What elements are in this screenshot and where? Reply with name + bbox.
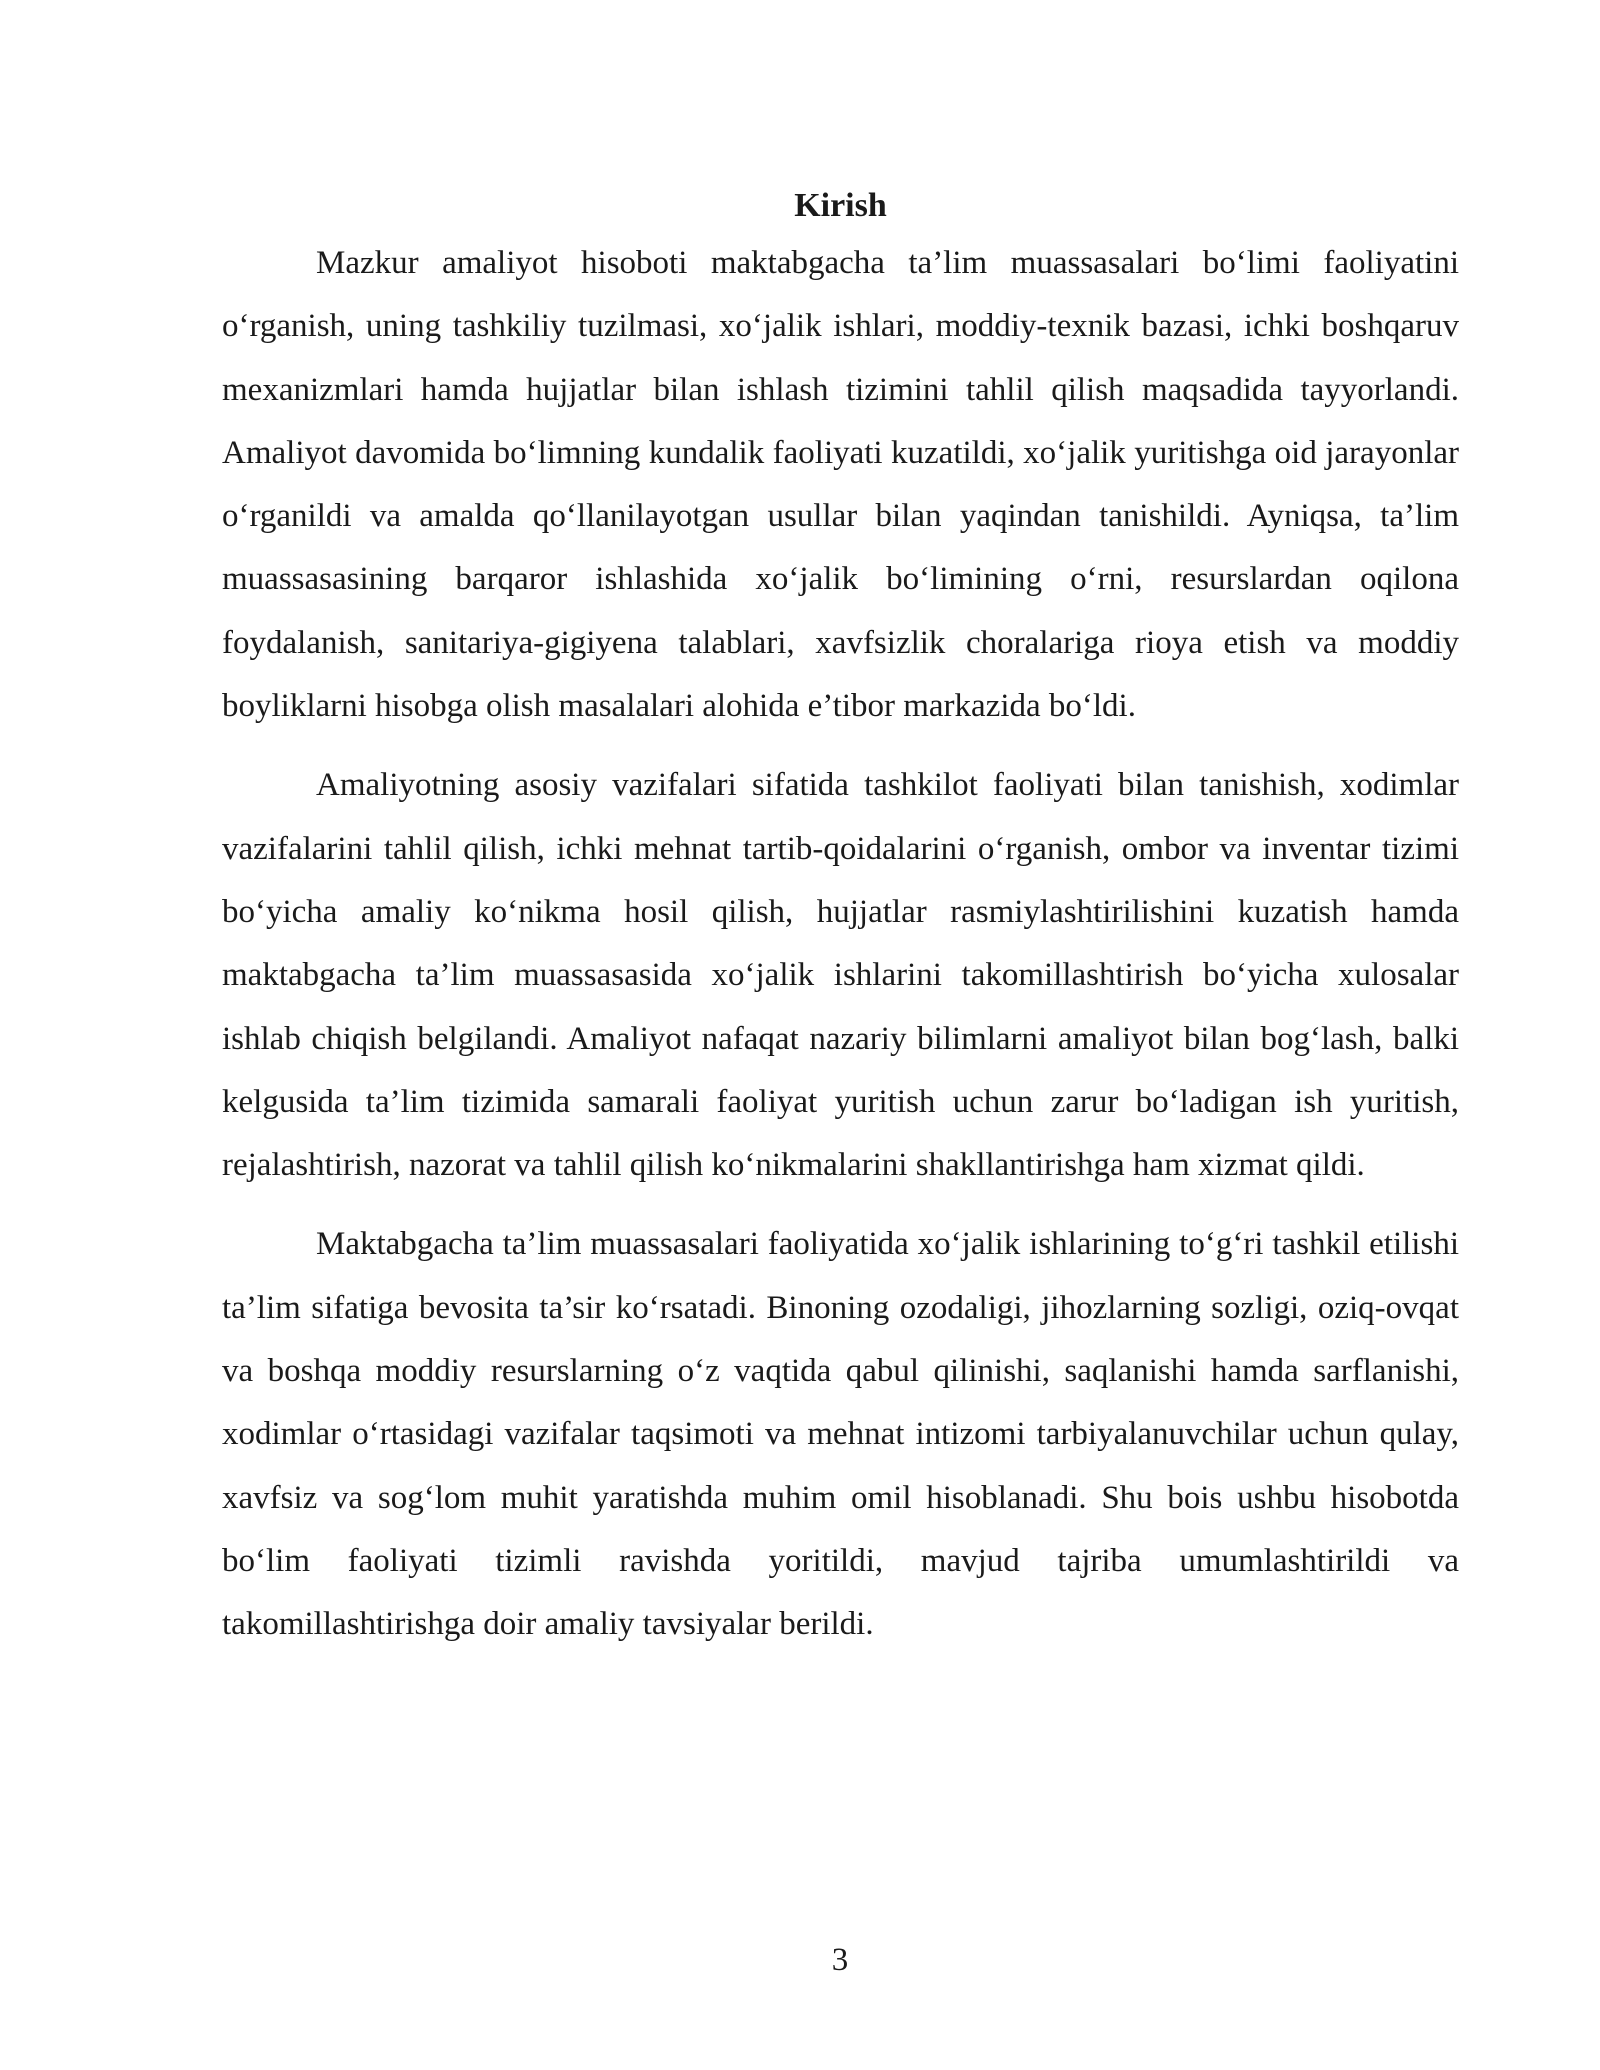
paragraph-3: Maktabgacha ta’lim muassasalari faoliyatida xo‘jalik ishlarining to‘g‘ri tashkil etilishi ta’lim sifatiga bevosita ta’sir ko‘rsatadi. Binoning ozodaligi, jihozlarning sozligi, oziq-ovqat va boshqa moddiy resurslarning o‘z vaqtida qabul qilinishi, saqlanishi hamda sarflanishi, xodimlar o‘rtasidagi vazifalar taqsimoti va mehnat intizomi tarbiyalanuvchilar uchun qulay, xavfsiz va sog‘lom muhit yaratishda muhim omil hisoblanadi. Shu bois ushbu hisobotda bo‘lim faoliyati tizimli ravishda yoritildi, mavjud tajriba umumlashtirildi va takomillashtirishga doir amaliy tavsiyalar berildi. xyxy=(222,1226,1459,1643)
page-number: 3 xyxy=(831,1942,849,1978)
paragraph-2: Amaliyotning asosiy vazifalari sifatida tashkilot faoliyati bilan tanishish, xodimlar vazifalarini tahlil qilish, ichki mehnat tartib-qoidalarini o‘rganish, ombor va inventar tizimi bo‘yicha amaliy ko‘nikma hosil qilish, hujjatlar rasmiylashtirilishini kuzatish hamda maktabgacha ta’lim muassasasida xo‘jalik ishlarini takomillashtirish bo‘yicha xulosalar ishlab chiqish belgilandi. Amaliyot nafaqat nazariy bilimlarni amaliyot bilan bog‘lash, balki kelgusida ta’lim tizimida samarali faoliyat yuritish uchun zarur bo‘ladigan ish yuritish, rejalashtirish, nazorat va tahlil qilish ko‘nikmalarini shakllantirishga ham xizmat qildi. xyxy=(222,767,1459,1184)
paragraph-1: Mazkur amaliyot hisoboti maktabgacha ta’lim muassasalari bo‘limi faoliyatini o‘rganish, uning tashkiliy tuzilmasi, xo‘jalik ishlari, moddiy-texnik bazasi, ichki boshqaruv mexanizmlari hamda hujjatlar bilan ishlash tizimini tahlil qilish maqsadida tayyorlandi. Amaliyot davomida bo‘limning kundalik faoliyati kuzatildi, xo‘jalik yuritishga oid jarayonlar o‘rganildi va amalda qo‘llanilayotgan usullar bilan yaqindan tanishildi. Ayniqsa, ta’lim muassasasining barqaror ishlashida xo‘jalik bo‘limining o‘rni, resurslardan oqilona foydalanish, sanitariya-gigiyena talablari, xavfsizlik choralariga rioya etish va moddiy boyliklarni hisobga olish masalalari alohida e’tibor markazida bo‘ldi. xyxy=(222,245,1459,725)
page-content xyxy=(222,180,1459,1657)
section-title: Kirish xyxy=(794,187,887,224)
